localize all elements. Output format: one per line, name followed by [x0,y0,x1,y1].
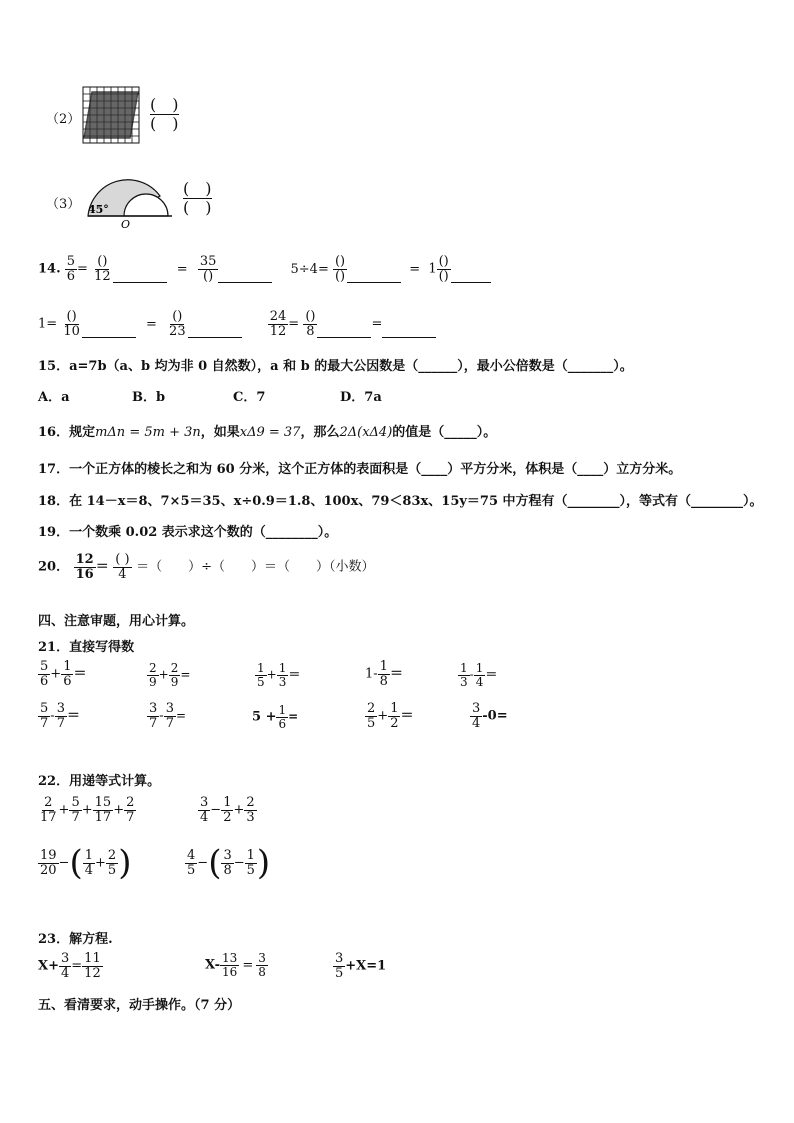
q21-item: $\frac{1}{3}$ - $\frac{1}{4}$ ＝ [460,661,498,689]
q22-expr-1: $\frac{2}{17}$ + $\frac{5}{7}$ + $\frac{15}{17}$ + $\frac{2}{7}$ [40,795,135,825]
q14-number: 14. [38,261,61,277]
q14-answer-blank[interactable] [347,282,401,283]
q14-frac-blank-12[interactable]: $\frac{()}{12}$ [94,254,111,284]
q14-frac-blank-blank[interactable]: $\frac{()}{()}$ [334,254,346,284]
q21-item: $\frac{3}{7}$ - $\frac{3}{7}$ = [149,701,187,731]
q14-answer-blank[interactable] [82,337,136,338]
q13-item2-answer[interactable]: ( ) ( ) [150,95,179,133]
q15-option-c[interactable]: C．7 [233,390,266,405]
q21-item: $\frac{5}{6}$ + $\frac{1}{6}$ ＝ [40,659,87,689]
q14-answer-blank[interactable] [113,282,167,283]
section4-title: 四、注意审题，用心计算。 [38,614,195,629]
q21-item: $\frac{2}{9}$ + $\frac{2}{9}$ = [149,661,191,689]
q21-item: $\frac{5}{7}$ - $\frac{3}{7}$ ＝ [40,701,80,731]
q14-frac-blank-10[interactable]: $\frac{()}{10}$ [63,309,80,339]
q21-item: 1- $\frac{1}{8}$ ＝ [365,659,403,689]
q15-option-a[interactable]: A．a [38,390,70,405]
q19-text: 19．一个数乘 0.02 表示求这个数的（________）。 [38,525,338,540]
q18-text: 18．在 14－x＝8、7×5＝35、x÷0.9＝1.8、100x、79＜83x、15y＝75 中方程有（________），等式有（________）。 [38,494,763,509]
q21-item: $\frac{2}{5}$ + $\frac{1}{2}$ ＝ [367,701,414,731]
q14-answer-blank[interactable] [218,282,272,283]
q14-answer-blank[interactable] [317,337,371,338]
q14-frac-24-12: $\frac{24}{12}$ [269,309,287,339]
q14-frac-35-blank[interactable]: $\frac{35}{()}$ [199,254,217,284]
q23-eq-2: X- $\frac{13}{16}$ = $\frac{3}{8}$ [205,951,266,979]
q21-item: 5 + $\frac{1}{6}$ = [252,703,299,731]
q14-answer-blank[interactable] [451,282,491,283]
q14-answer-blank[interactable] [382,337,436,338]
q14-frac-blank-23[interactable]: $\frac{()}{23}$ [169,309,186,339]
q22-expr-3: $\frac{19}{20}$ −( $\frac{1}{4}$ + $\frac{2}{5}$ ) [40,843,132,883]
q21-item: $\frac{3}{4}$ -0= [472,701,508,731]
q13-item2-label: （2） [46,112,81,127]
grid-parallelogram-figure [82,86,140,144]
q14-mixed-frac[interactable]: $\frac{()}{()}$ [438,254,449,284]
section5-title: 五、看清要求，动手操作。（7 分） [38,998,241,1013]
q23-title: 23．解方程. [38,932,113,947]
sector-figure [80,168,180,230]
q21-title: 21．直接写得数 [38,640,135,655]
origin-label: O [121,218,131,230]
angle-label: 45° [88,203,109,216]
q13-item3-answer[interactable]: ( ) ( ) [183,179,212,217]
q22-expr-4: $\frac{4}{5}$ −( $\frac{3}{8}$ − $\frac{1}{5}$ ) [187,843,271,883]
q15-option-b[interactable]: B．b [132,390,166,405]
q14-row1: 14. $\frac{5}{6}$ = $\frac{()}{12}$ = $\frac{35}{()}$ 5÷4= $\frac{()}{()}$ = 1 $\frac{()}{()}$ [38,255,491,283]
q23-eq-3: $\frac{3}{5}$ +X=1 [335,951,387,981]
q21-item: $\frac{1}{5}$ + $\frac{1}{3}$ ＝ [257,661,301,689]
q14-frac-5-6: $\frac{5}{6}$ [66,254,76,284]
q17-text: 17．一个正方体的棱长之和为 60 分米，这个正方体的表面积是（____）平方分米，体积是（____）立方分米。 [38,462,682,477]
q15-option-d[interactable]: D．7a [340,390,382,405]
q20: 20． $\frac{12}{16}$ ＝ $\frac{( )}{4}$ ＝（ ）÷（ ）＝（ ）（小数） [38,552,375,582]
q22-expr-2: $\frac{3}{4}$ − $\frac{1}{2}$ + $\frac{2}{3}$ [200,795,255,825]
q16: 16．规定mΔn = 5m + 3n，如果xΔ9 = 37，那么2Δ(xΔ4)的值是（_____）。 [38,425,497,440]
q15-text: 15．a=7b（a、b 均为非 0 自然数），a 和 b 的最大公因数是（______），最小公倍数是（_______）。 [38,359,633,374]
q14-row2: 1= $\frac{()}{10}$ = $\frac{()}{23}$ $\frac{24}{12}$ = $\frac{()}{8}$ = [38,310,436,338]
q22-title: 22．用递等式计算。 [38,774,161,789]
q14-frac-blank-8[interactable]: $\frac{()}{8}$ [305,309,316,339]
q13-item3-label: （3） [46,197,81,212]
q23-eq-1: X+ $\frac{3}{4}$ = $\frac{11}{12}$ [38,951,101,981]
q14-answer-blank[interactable] [188,337,242,338]
